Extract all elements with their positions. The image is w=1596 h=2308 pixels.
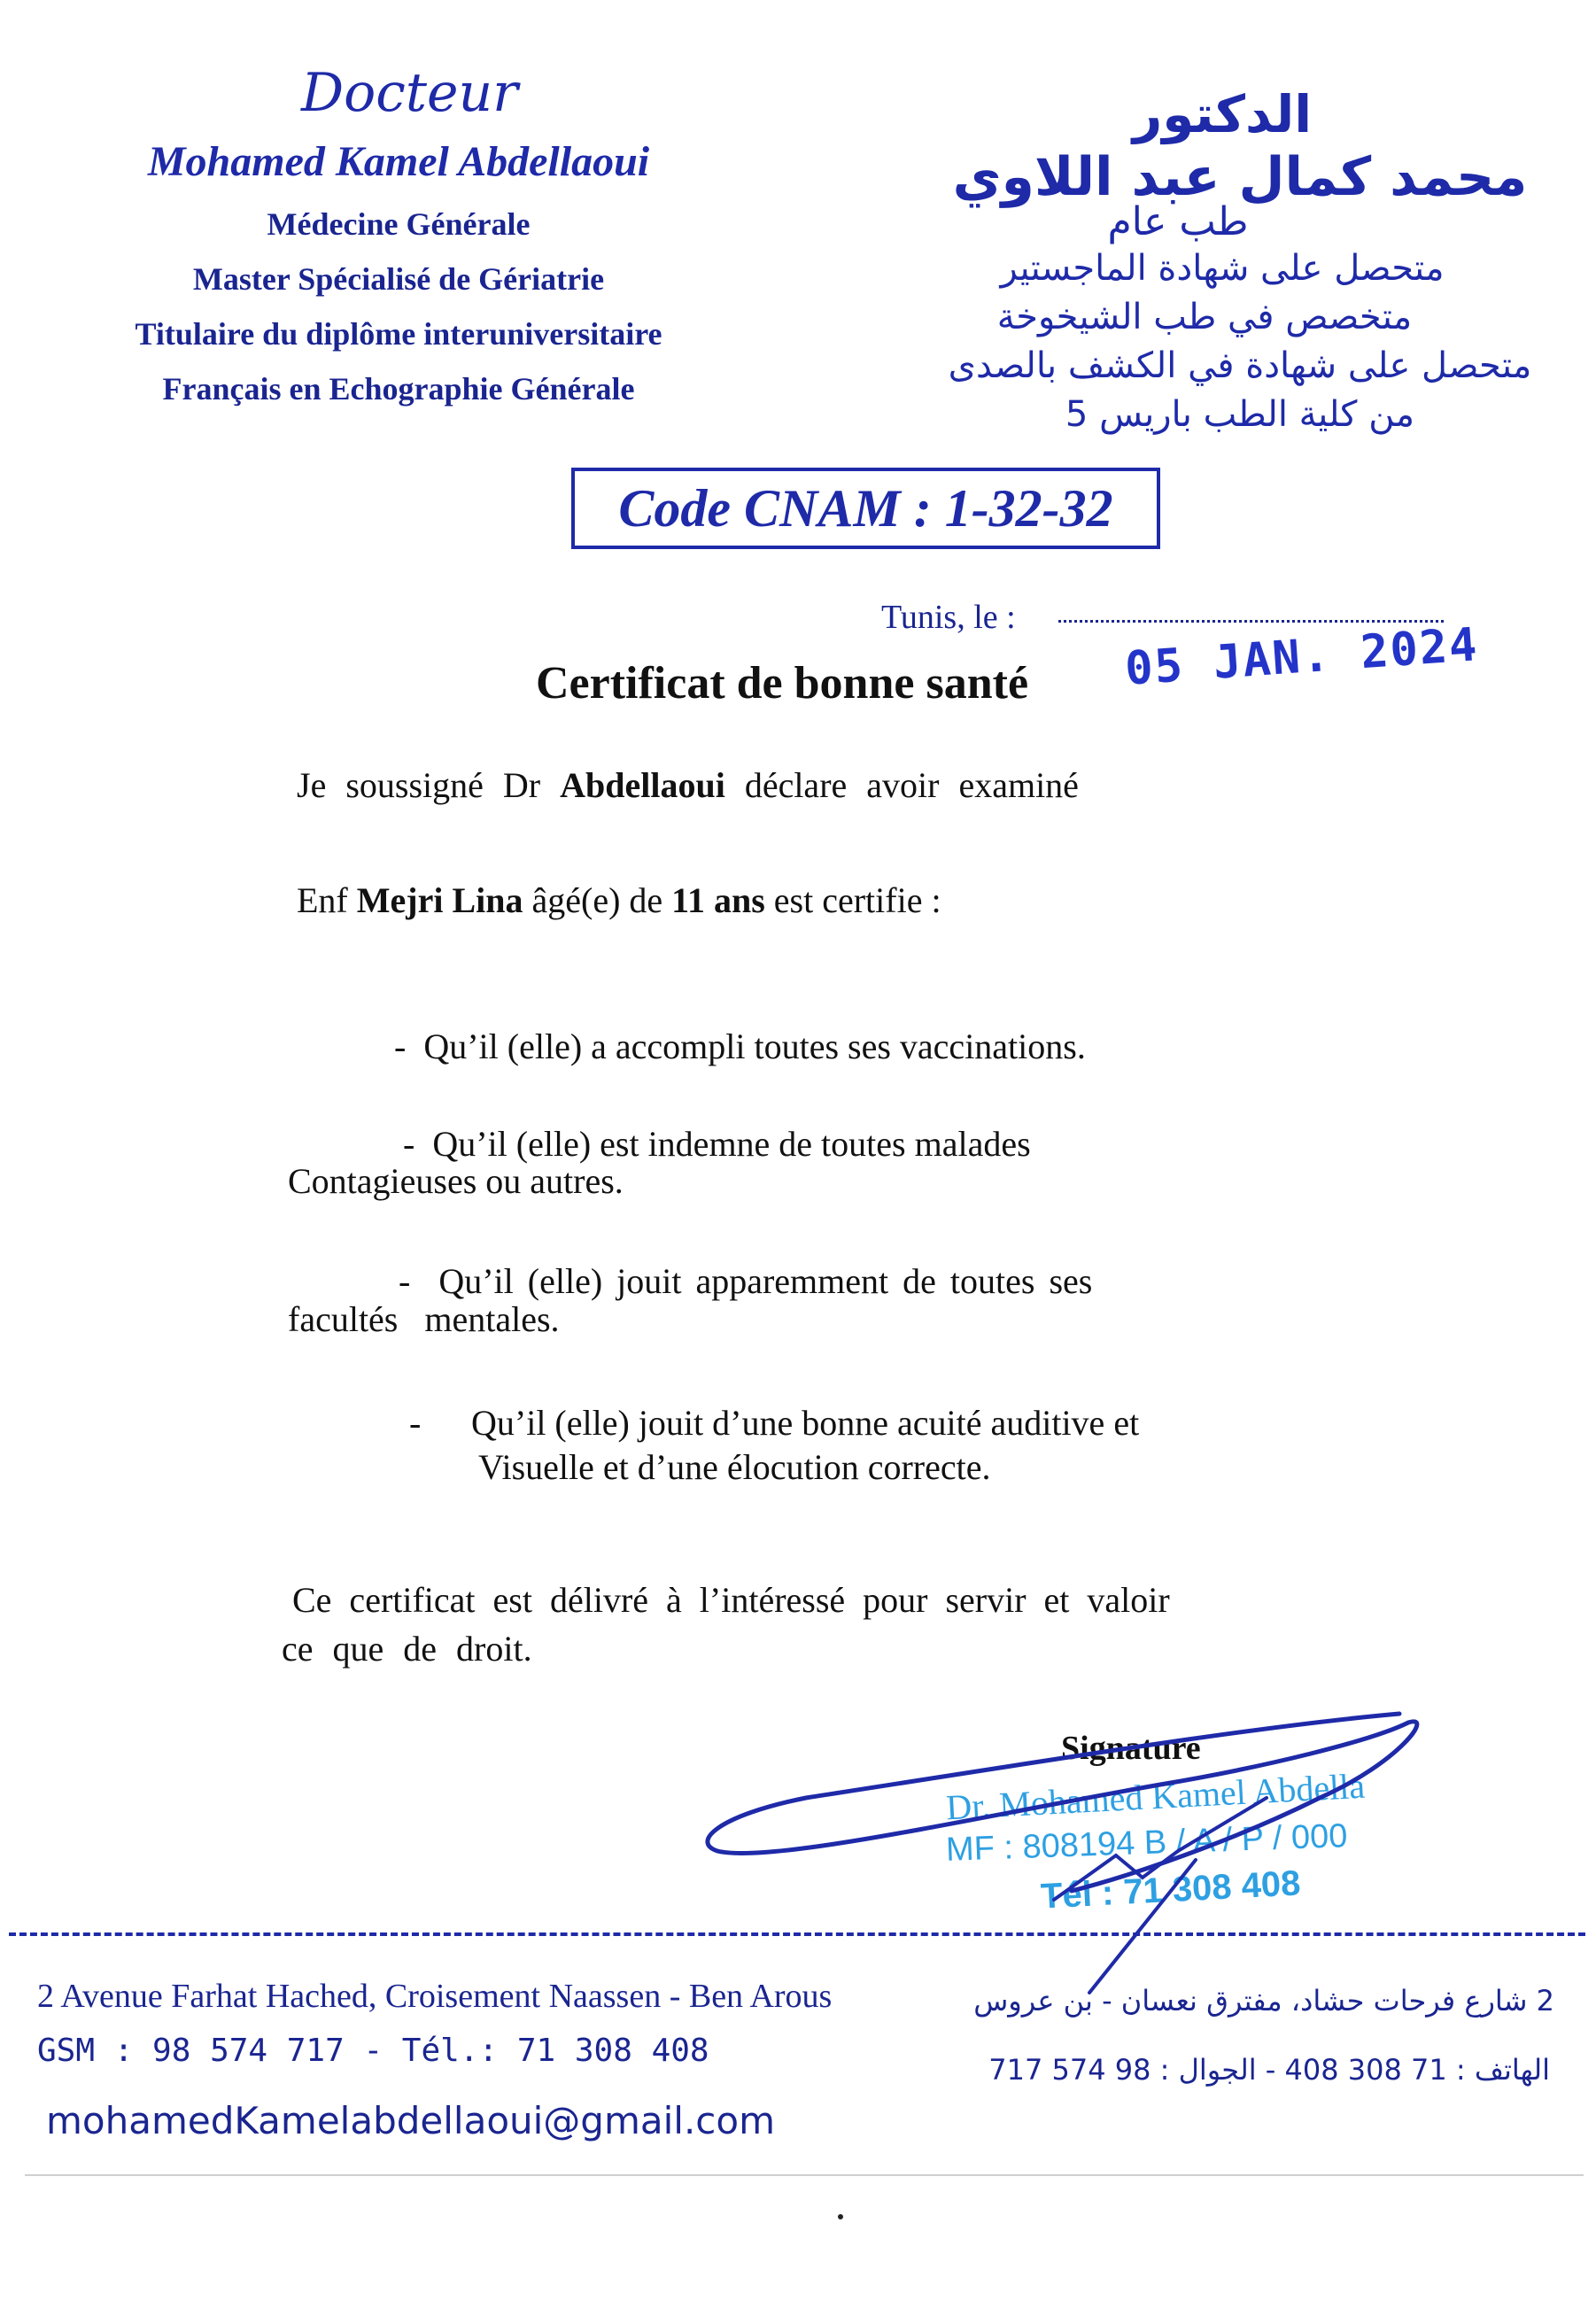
patient-suffix: est certifie : <box>764 880 941 920</box>
item-dash: - <box>409 1403 422 1443</box>
date-dotted-line <box>1058 620 1444 623</box>
page-mark-dot <box>838 2214 843 2219</box>
signature-drawing <box>700 1700 1426 2002</box>
doctor-name: Mohamed Kamel Abdellaoui <box>147 138 650 185</box>
item-dash: - <box>399 1261 411 1301</box>
declaration-pre: Je soussigné Dr <box>297 765 561 805</box>
patient-mid: âgé(e) de <box>523 880 672 920</box>
footer-phones-arabic: الهاتف : 71 308 408 - الجوال : 98 574 717 <box>988 2053 1550 2087</box>
doctor-name-arabic: محمد كمال عبد اللاوي <box>952 146 1528 208</box>
footer-separator <box>9 1932 1585 1936</box>
signature-label: Signature <box>1061 1730 1201 1767</box>
certification-item-2-continued: Contagieuses ou autres. <box>288 1161 624 1201</box>
item-text: Qu’il (elle) jouit apparemment de toutes ses <box>438 1261 1093 1301</box>
qualification-arabic-3: متحصل على شهادة في الكشف بالصدى <box>948 345 1532 386</box>
date-stamp: 05 JAN. 2024 <box>1123 618 1481 696</box>
declaration-doctor: Abdellaoui <box>560 765 725 805</box>
certification-item-4: Qu’il (elle) jouit d’une bonne acuité auditive et <box>471 1403 1140 1443</box>
header-title-docteur: Docteur <box>301 62 518 124</box>
qualification-arabic-1: متحصل على شهادة الماجستير <box>1000 248 1445 289</box>
specialty-arabic: طب عام <box>1107 199 1249 244</box>
footer-bottom-rule <box>25 2174 1584 2176</box>
stamp-phone: Tél : 71 308 408 <box>1040 1863 1302 1917</box>
item-text: Qu’il (elle) a accompli toutes ses vaccinations. <box>423 1026 1086 1066</box>
item-dash: - <box>403 1124 415 1164</box>
patient-line <box>297 881 941 920</box>
qualification-arabic-4: من كلية الطب باريس 5 <box>1065 394 1415 435</box>
closing-line-2: ce que de droit. <box>282 1629 532 1669</box>
header-title-arabic: الدكتور <box>1132 84 1313 144</box>
stamp-doctor-name: Dr. Mohamed Kamel Abdella <box>945 1765 1367 1828</box>
closing-line-1: Ce certificat est délivré à l’intéressé pour servir et valoir <box>292 1580 1170 1620</box>
footer-address-arabic: 2 شارع فرحات حشاد، مفترق نعسان - بن عروس <box>973 1984 1554 2018</box>
certification-item-3-continued: facultés mentales. <box>288 1299 560 1339</box>
patient-prefix: Enf <box>297 880 357 920</box>
footer-email[interactable]: mohamedKamelabdellaoui@gmail.com <box>46 2099 775 2142</box>
declaration-post: déclare avoir examiné <box>724 765 1079 805</box>
certification-item-2 <box>403 1125 1031 1164</box>
stamp-tax-id: MF : 808194 B / A / P / 000 <box>945 1817 1349 1869</box>
qualification-arabic-2: متخصص في طب الشيخوخة <box>996 297 1413 337</box>
certification-item-1 <box>394 1027 1086 1066</box>
certification-item-4-continued: Visuelle et d’une élocution correcte. <box>478 1447 991 1487</box>
patient-name: Mejri Lina <box>356 880 523 920</box>
footer-phones: GSM : 98 574 717 - Tél.: 71 308 408 <box>37 2033 709 2069</box>
item-text: Qu’il (elle) est indemne de toutes malades <box>432 1124 1031 1164</box>
declaration-line <box>297 766 1079 805</box>
footer-address: 2 Avenue Farhat Hached, Croisement Naassen - Ben Arous <box>37 1978 833 2015</box>
code-cnam-box <box>571 468 1160 549</box>
certification-item-3 <box>399 1262 1092 1301</box>
item-dash: - <box>394 1026 407 1066</box>
qualification-line-3: Titulaire du diplôme interuniversitaire <box>135 316 662 352</box>
document-title: Certificat de bonne santé <box>536 658 1029 709</box>
patient-age: 11 ans <box>671 880 765 920</box>
qualification-line-1: Médecine Générale <box>267 206 531 242</box>
code-cnam-text: Code CNAM : 1-32-32 <box>618 479 1113 538</box>
date-label: Tunis, le : <box>881 599 1016 636</box>
qualification-line-2: Master Spécialisé de Gériatrie <box>192 261 605 297</box>
qualification-line-4: Français en Echographie Générale <box>162 371 635 407</box>
